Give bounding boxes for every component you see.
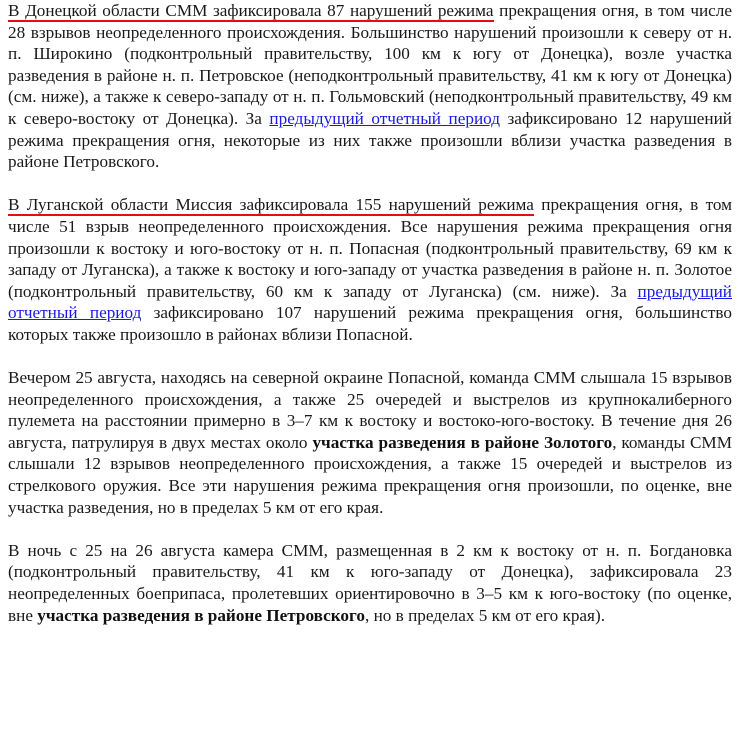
paragraph-luhansk [8, 194, 732, 345]
paragraph-bohdanivka [8, 540, 732, 626]
paragraph-text: В ночь с 25 на 26 августа камера СММ, размещенная в 2 км к востоку от н. п. Богдановка (подконтрольный правительству, 41 км к юго-западу от Донецка), зафиксировала 23 неопределенных боеприпаса, пролетевших ориентировочно в 3–5 км к юго-востоку (по оценке, вне [8, 540, 732, 625]
paragraph-text: зафиксировано 107 нарушений режима прекращения огня, большинство которых также произошло в районах вблизи Попасной. [8, 303, 732, 344]
highlighted-lead-donetsk: В Донецкой области СММ зафиксировала 87 нарушений режима [8, 1, 494, 20]
paragraph-text: Вечером 25 августа, находясь на северной окраине Попасной, команда СММ слышала 15 взрывов неопределенного происхождения, а также 25 очередей и выстрелов из крупнокалиберного пулемета на расстоянии примерно в 3–7 км к востоку и востоко-юго-востоку. В течение дня 26 августа, патрулируя в двух местах около [8, 368, 732, 452]
paragraph-text: прекращения огня, в том числе 51 взрыв неопределенного происхождения. Все нарушения режима прекращения огня произошли к востоку и юго-востоку от н. п. Попасная (подконтрольный правительству, 69 км к западу от Луганска), а также к востоку и юго-западу от участка разведения в районе н. п. Золотое (подконтрольный правительству, 60 км к западу от Луганска) (см. ниже). За [8, 195, 732, 301]
paragraph-text: зафиксировано 12 нарушений режима прекращения огня, некоторые из них также произошли вблизи участка разведения в районе Петровского. [8, 108, 732, 172]
paragraph-popasna-zolote [8, 367, 732, 518]
previous-report-link[interactable]: предыдущий отчетный период [269, 108, 500, 128]
highlighted-lead-luhansk: В Луганской области Миссия зафиксировала 155 нарушений режима [8, 195, 534, 215]
bold-disengagement-area-petrovske: участка разведения в районе Петровского [37, 605, 365, 625]
previous-report-link[interactable]: предыдущий отчетный период [8, 281, 732, 323]
paragraph-text: прекращения огня, в том числе 28 взрывов неопределенного происхождения. Большинство нарушений произошли к северу от н. п. Широкино (подконтрольный правительству, 100 км к югу от Донецка), возле участка разведения в районе н. п. Петровское (неподконтрольный правительству, 41 км к югу от Донецка) (см. ниже), а также к северо-западу от н. п. Гольмовский (неподконтрольный правительству, 49 км к северо-востоку от Донецка). За [8, 1, 732, 128]
bold-disengagement-area-zolote: участка разведения в районе Золотого [312, 432, 613, 452]
paragraph-text: , команды СММ слышали 12 взрывов неопределенного происхождения, а также 15 очередей и выстрелов из стрелкового оружия. Все эти нарушения режима прекращения огня произошли, по оценке, вне участка разведения, но в пределах 5 км от его края. [8, 432, 733, 517]
document-body [8, 0, 732, 648]
paragraph-donetsk [8, 0, 732, 173]
paragraph-text: , но в пределах 5 км от его края). [365, 605, 605, 625]
